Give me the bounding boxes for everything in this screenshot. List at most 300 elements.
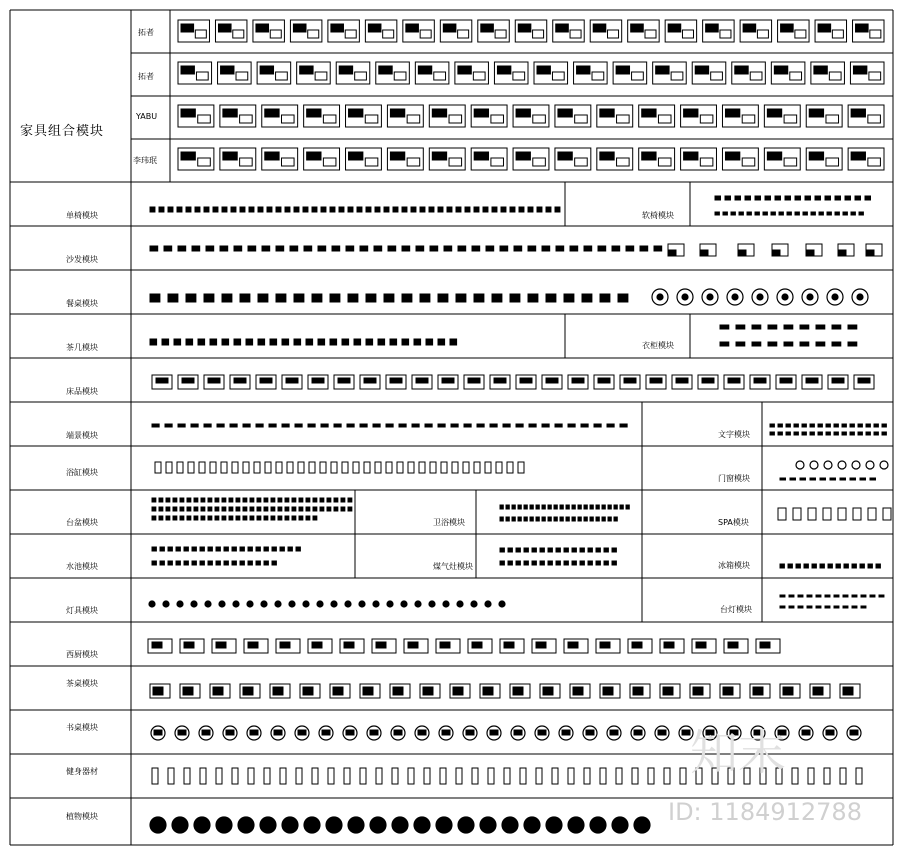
block-symbol — [194, 516, 198, 520]
block-symbol — [218, 24, 231, 32]
block-symbol — [280, 642, 290, 648]
block-symbol — [195, 30, 206, 38]
block-symbol — [568, 424, 575, 427]
block-symbol — [633, 687, 643, 695]
block-symbol — [481, 24, 494, 32]
block-symbol — [195, 207, 200, 212]
block-symbol — [876, 564, 880, 568]
block-symbol — [664, 642, 674, 648]
block-symbol — [826, 115, 839, 123]
block-symbol — [868, 508, 876, 520]
block-symbol — [869, 72, 881, 80]
block-symbol — [858, 424, 862, 427]
block-symbol — [596, 517, 599, 521]
block-symbol — [566, 505, 569, 509]
block-symbol — [370, 730, 378, 735]
block-symbol — [518, 462, 524, 473]
block-symbol — [728, 768, 734, 784]
block-symbol — [346, 246, 354, 251]
block-symbol — [874, 432, 878, 435]
block-symbol — [566, 517, 569, 521]
block-symbol — [232, 561, 236, 565]
block-symbol — [215, 498, 219, 502]
block-symbol — [671, 72, 683, 80]
block-symbol — [861, 606, 866, 608]
block-symbol — [617, 158, 630, 166]
block-symbol — [658, 115, 671, 123]
side-label: SPA模块 — [718, 518, 749, 527]
block-symbol — [798, 606, 803, 608]
block-symbol — [208, 561, 212, 565]
block-symbol — [304, 246, 312, 251]
block-symbol — [276, 207, 281, 212]
block-symbol — [394, 730, 402, 735]
block-symbol — [366, 339, 373, 345]
block-symbol — [152, 498, 156, 502]
block-symbol — [270, 30, 281, 38]
block-symbol — [186, 339, 193, 345]
block-symbol — [222, 516, 226, 520]
block-symbol — [658, 730, 666, 735]
block-symbol — [449, 115, 462, 123]
block-symbol — [303, 687, 313, 695]
block-symbol — [827, 212, 831, 215]
block-symbol — [328, 768, 334, 784]
block-symbol — [456, 207, 461, 212]
block-symbol — [781, 24, 794, 32]
block-symbol — [492, 207, 497, 212]
group-row-label: 拓者 — [138, 72, 154, 81]
block-symbol — [260, 378, 272, 383]
block-symbol — [780, 478, 786, 480]
block-symbol — [548, 561, 552, 565]
block-symbol — [264, 507, 268, 511]
block-symbol — [365, 158, 378, 166]
block-symbol — [536, 642, 546, 648]
block-symbol — [593, 24, 606, 32]
block-symbol — [264, 498, 268, 502]
block-symbol — [159, 207, 164, 212]
block-symbol — [600, 109, 614, 117]
block-symbol — [152, 547, 156, 551]
block-symbol — [208, 547, 212, 551]
block-symbol — [736, 342, 745, 346]
block-symbol — [843, 595, 848, 597]
block-symbol — [600, 152, 614, 160]
block-symbol — [516, 561, 520, 565]
block-symbol — [200, 768, 206, 784]
block-symbol — [285, 207, 290, 212]
block-symbol — [407, 115, 420, 123]
block-symbol — [658, 158, 671, 166]
block-symbol — [213, 687, 223, 695]
block-symbol — [702, 378, 714, 383]
block-symbol — [796, 461, 804, 469]
block-symbol — [848, 325, 857, 329]
block-symbol — [386, 424, 393, 427]
block-symbol — [248, 561, 252, 565]
block-symbol — [177, 462, 183, 473]
block-symbol — [414, 817, 430, 833]
block-symbol — [198, 158, 211, 166]
block-symbol — [798, 595, 803, 597]
block-symbol — [248, 246, 256, 251]
block-symbol — [859, 212, 863, 215]
block-symbol — [794, 432, 798, 435]
block-symbol — [295, 424, 302, 427]
block-symbol — [399, 424, 406, 427]
block-symbol — [411, 207, 416, 212]
block-symbol — [216, 768, 222, 784]
block-symbol — [292, 498, 296, 502]
block-symbol — [755, 196, 761, 200]
block-symbol — [250, 730, 258, 735]
block-symbol — [784, 158, 797, 166]
block-symbol — [307, 109, 321, 117]
block-symbol — [334, 507, 338, 511]
block-symbol — [824, 461, 832, 469]
block-symbol — [582, 294, 592, 302]
block-symbol — [809, 109, 823, 117]
block-symbol — [174, 339, 181, 345]
block-symbol — [168, 294, 178, 302]
block-symbol — [312, 768, 318, 784]
block-symbol — [680, 768, 686, 784]
block-symbol — [556, 548, 560, 552]
block-symbol — [152, 561, 156, 565]
block-symbol — [757, 30, 768, 38]
block-symbol — [815, 196, 821, 200]
block-symbol — [256, 424, 263, 427]
block-symbol — [590, 517, 593, 521]
block-symbol — [365, 115, 378, 123]
block-symbol — [503, 424, 510, 427]
block-symbol — [555, 207, 560, 212]
block-symbol — [441, 462, 447, 473]
block-symbol — [182, 378, 194, 383]
block-symbol — [483, 207, 488, 212]
block-symbol — [560, 505, 563, 509]
block-symbol — [254, 462, 260, 473]
block-symbol — [234, 339, 241, 345]
block-symbol — [682, 294, 688, 300]
block-symbol — [792, 768, 798, 784]
block-symbol — [306, 507, 310, 511]
block-symbol — [317, 601, 323, 607]
block-symbol — [763, 212, 767, 215]
block-symbol — [240, 207, 245, 212]
block-symbol — [845, 196, 851, 200]
block-symbol — [537, 207, 542, 212]
block-symbol — [612, 548, 616, 552]
block-symbol — [495, 30, 506, 38]
block-symbol — [757, 294, 763, 300]
block-symbol — [806, 378, 818, 383]
block-symbol — [240, 158, 253, 166]
block-symbol — [626, 505, 629, 509]
block-symbol — [786, 432, 790, 435]
block-symbol — [458, 30, 469, 38]
block-symbol — [233, 30, 244, 38]
block-symbol — [774, 66, 787, 74]
block-symbol — [823, 508, 831, 520]
block-symbol — [330, 207, 335, 212]
block-symbol — [348, 817, 364, 833]
block-symbol — [276, 246, 284, 251]
block-symbol — [504, 642, 514, 648]
block-symbol — [840, 768, 846, 784]
block-symbol — [264, 516, 268, 520]
block-symbol — [850, 478, 856, 480]
block-symbol — [538, 730, 546, 735]
block-symbol — [159, 516, 163, 520]
block-symbol — [321, 424, 328, 427]
block-symbol — [222, 207, 227, 212]
block-symbol — [287, 462, 293, 473]
block-symbol — [278, 507, 282, 511]
block-symbol — [572, 517, 575, 521]
block-symbol — [150, 294, 160, 302]
block-symbol — [224, 547, 228, 551]
block-symbol — [176, 561, 180, 565]
block-symbol — [243, 687, 253, 695]
block-symbol — [720, 325, 729, 329]
block-symbol — [168, 207, 173, 212]
block-symbol — [152, 768, 158, 784]
block-symbol — [518, 505, 521, 509]
block-symbol — [604, 561, 608, 565]
block-symbol — [834, 424, 838, 427]
block-symbol — [684, 109, 698, 117]
block-symbol — [811, 212, 815, 215]
block-symbol — [852, 595, 857, 597]
block-symbol — [634, 817, 650, 833]
block-symbol — [267, 207, 272, 212]
block-symbol — [458, 246, 466, 251]
block-symbol — [458, 817, 474, 833]
block-symbol — [463, 462, 469, 473]
block-symbol — [472, 768, 478, 784]
block-symbol — [472, 642, 482, 648]
block-symbol — [829, 72, 841, 80]
block-symbol — [771, 212, 775, 215]
block-symbol — [542, 424, 549, 427]
block-symbol — [506, 517, 509, 521]
block-symbol — [249, 207, 254, 212]
block-symbol — [486, 246, 494, 251]
block-symbol — [364, 378, 376, 383]
block-symbol — [359, 601, 365, 607]
block-symbol — [866, 461, 874, 469]
block-symbol — [572, 548, 576, 552]
block-symbol — [754, 378, 766, 383]
block-symbol — [755, 212, 759, 215]
block-symbol — [684, 152, 698, 160]
block-symbol — [602, 505, 605, 509]
block-symbol — [725, 196, 731, 200]
block-symbol — [347, 424, 354, 427]
block-symbol — [199, 462, 205, 473]
block-symbol — [620, 424, 627, 427]
block-symbol — [150, 246, 158, 251]
block-symbol — [418, 66, 431, 74]
block-symbol — [554, 517, 557, 521]
block-symbol — [882, 424, 886, 427]
block-symbol — [285, 516, 289, 520]
block-symbol — [346, 730, 354, 735]
block-symbol — [868, 158, 881, 166]
group-row-label: 李玮珉 — [133, 156, 157, 165]
block-symbol — [794, 424, 798, 427]
block-symbols — [148, 20, 891, 833]
block-symbol — [760, 768, 766, 784]
block-symbol — [696, 642, 706, 648]
block-symbol — [423, 687, 433, 695]
block-symbol — [577, 66, 590, 74]
block-symbol — [160, 561, 164, 565]
block-symbol — [818, 24, 831, 32]
block-symbol — [580, 548, 584, 552]
block-symbol — [795, 212, 799, 215]
block-symbol — [222, 507, 226, 511]
block-symbol — [654, 246, 662, 251]
block-symbol — [194, 817, 210, 833]
row-label: 健身器材 — [66, 767, 98, 776]
block-symbol — [298, 462, 304, 473]
block-symbol — [204, 294, 214, 302]
block-symbol — [536, 517, 539, 521]
block-symbol — [592, 72, 604, 80]
block-symbol — [814, 66, 827, 74]
block-symbol — [472, 246, 480, 251]
block-symbol — [219, 601, 225, 607]
block-symbol — [480, 817, 496, 833]
block-symbol — [429, 601, 435, 607]
block-symbol — [810, 432, 814, 435]
block-symbol — [518, 517, 521, 521]
block-symbol — [457, 601, 463, 607]
side-label: 台灯模块 — [720, 605, 752, 614]
block-symbol — [288, 547, 292, 551]
block-symbol — [342, 462, 348, 473]
block-symbol — [339, 207, 344, 212]
block-symbol — [598, 246, 606, 251]
block-symbol — [835, 196, 841, 200]
block-symbol — [256, 24, 269, 32]
block-symbol — [402, 207, 407, 212]
block-symbol — [866, 432, 870, 435]
block-symbol — [440, 642, 450, 648]
block-symbol — [853, 508, 861, 520]
block-symbol — [286, 378, 298, 383]
row-label: 床品模块 — [66, 387, 98, 396]
block-symbol — [443, 24, 456, 32]
block-symbol — [206, 246, 214, 251]
block-symbol — [825, 606, 830, 608]
row-label: 沙发模块 — [66, 255, 98, 264]
block-symbol — [682, 30, 693, 38]
block-symbol — [768, 325, 777, 329]
block-symbol — [345, 601, 351, 607]
block-symbol — [826, 158, 839, 166]
block-symbol — [573, 687, 583, 695]
block-symbol — [309, 462, 315, 473]
block-symbol — [303, 207, 308, 212]
block-symbol — [590, 817, 606, 833]
block-symbol — [826, 730, 834, 735]
block-symbol — [474, 294, 484, 302]
block-symbol — [204, 424, 211, 427]
block-symbol — [700, 250, 708, 256]
block-symbol — [578, 505, 581, 509]
block-symbol — [842, 432, 846, 435]
block-symbol — [366, 294, 376, 302]
block-symbol — [306, 339, 313, 345]
block-symbol — [265, 152, 279, 160]
block-symbol — [600, 294, 610, 302]
block-symbol — [548, 548, 552, 552]
block-symbol — [524, 517, 527, 521]
side-label: 衣柜模块 — [642, 341, 674, 350]
block-symbol — [375, 462, 381, 473]
block-symbol — [528, 207, 533, 212]
block-symbol — [850, 730, 858, 735]
block-symbol — [184, 768, 190, 784]
block-symbol — [533, 115, 546, 123]
block-symbol — [855, 196, 861, 200]
block-symbol — [542, 517, 545, 521]
block-symbol — [728, 642, 738, 648]
block-symbol — [383, 30, 394, 38]
block-symbol — [840, 478, 846, 480]
block-symbol — [474, 152, 488, 160]
block-symbol — [548, 517, 551, 521]
block-symbol — [620, 505, 623, 509]
block-symbol — [393, 207, 398, 212]
block-symbol — [154, 730, 162, 735]
block-symbol — [418, 730, 426, 735]
block-symbol — [506, 505, 509, 509]
block-symbol — [789, 606, 794, 608]
block-symbol — [770, 432, 774, 435]
block-symbol — [780, 564, 784, 568]
block-symbol — [294, 339, 301, 345]
block-symbol — [516, 152, 530, 160]
block-symbol — [363, 687, 373, 695]
block-symbol — [483, 687, 493, 695]
block-symbol — [793, 508, 801, 520]
block-symbol — [504, 768, 510, 784]
block-symbol — [754, 730, 762, 735]
block-symbol — [851, 109, 865, 117]
block-symbol — [843, 606, 848, 608]
block-symbol — [432, 152, 446, 160]
block-symbol — [236, 507, 240, 511]
block-symbol — [374, 246, 382, 251]
block-symbol — [265, 462, 271, 473]
side-label: 门窗模块 — [718, 474, 750, 483]
block-symbol — [816, 595, 821, 597]
block-symbol — [834, 595, 839, 597]
block-symbol — [564, 548, 568, 552]
block-symbol — [178, 424, 185, 427]
block-symbol — [438, 207, 443, 212]
block-symbol — [276, 462, 282, 473]
block-symbol — [514, 246, 522, 251]
block-symbol — [808, 768, 814, 784]
block-symbol — [770, 424, 774, 427]
block-symbol — [271, 498, 275, 502]
